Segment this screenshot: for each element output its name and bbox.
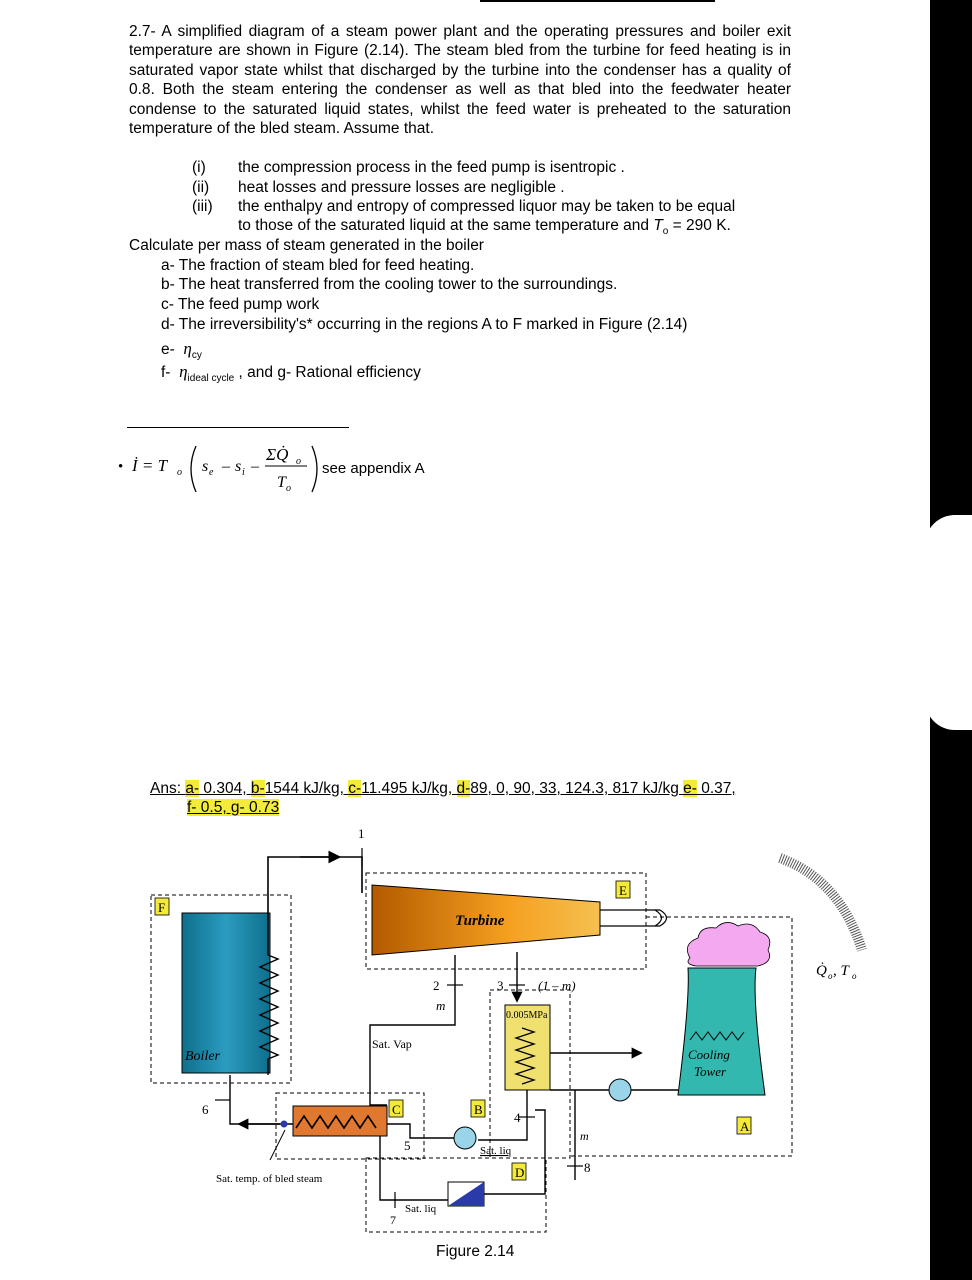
numerator-sub: o [296,456,301,467]
si-symbol: s [235,458,242,475]
minus-2: – [251,458,259,475]
region-e-label: E [619,883,627,898]
state-2-label: 2 [433,978,440,993]
bleed-line [370,955,455,1105]
temp-out-label: , T [833,963,849,979]
state-5-label: 5 [404,1138,411,1153]
appendix-note: see appendix A [322,460,425,477]
sat-liq-label-1: Sat. liq [480,1145,512,1157]
mixing-point [281,1121,288,1128]
cooling-pump [609,1079,631,1101]
denominator-sub: o [286,483,291,494]
assumption-1-text: the compression process in the feed pump is isentropic . [238,159,625,176]
exhaust-fraction-label: (1 – m) [538,978,576,993]
pumped-feed-line [387,1124,454,1138]
minus-1: – [222,458,230,475]
assumption-2-num: (ii) [192,179,210,196]
feed-to-boiler [230,1075,293,1124]
item-b: b- The heat transferred from the cooling tower to the surroundings. [161,276,618,293]
scroll-handle[interactable] [925,515,972,730]
problem-intro: 2.7- A simplified diagram of a steam power plant and the operating pressures and boiler exit temperature are shown in Figure (2.14). The steam bled from the turbine for feed heating is in saturated vapor state whilst that discharged by the turbine into the condenser has a quality of 0.8. Both the steam entering the condenser as well as that bled into the feedwater heater condense to the saturated liquid states, whilst the feed water is preheated to the saturation temperature of the bled steam. Assume that. [129,23,791,138]
sat-temp-label: Sat. temp. of bled steam [216,1173,323,1185]
steam-cloud [687,922,769,966]
turbine-shaft [600,910,667,926]
cooling-tower-label-1: Cooling [688,1047,730,1062]
heat-out-label: Q̇ [816,963,827,979]
state-3-label: 3 [497,978,504,993]
footnote-bullet: • [118,459,124,475]
region-a-label: A [740,1119,750,1134]
state-1-label: 1 [358,826,365,841]
si-sub: i [242,467,245,478]
assumption-3-num: (iii) [192,198,213,215]
sat-temp-pointer [270,1130,285,1160]
region-c-label: C [392,1102,401,1117]
assumption-3-continuation: to those of the saturated liquid at the same temperature and $T_o = 290$ K. [238,217,731,238]
state-8-label: 8 [584,1160,591,1175]
turbine-label: Turbine [455,913,505,929]
se-symbol: s [202,458,209,475]
sat-liq-label-2: Sat. liq [405,1203,437,1215]
denominator: T [277,474,286,491]
assumption-1-num: (i) [192,159,206,176]
item-c: c- The feed pump work [161,296,320,313]
equation-lhs: İ = T [132,456,168,475]
region-b-label: B [474,1102,483,1117]
state-6-label: 6 [202,1102,209,1117]
calculate-line: Calculate per mass of steam generated in the boiler [129,237,484,254]
heater-drain-line [380,1136,448,1200]
numerator: ΣQ̇ [266,445,289,464]
region-d-label: D [515,1165,525,1180]
cooling-mass-label: m [580,1129,589,1143]
assumption-2-text: heat losses and pressure losses are negligible . [238,179,565,196]
item-e: e- $\eta_{cy}$ [161,339,202,362]
feed-pump [454,1127,476,1149]
temp-out-sub: o [852,971,857,981]
surroundings-boundary [780,858,862,950]
cooling-tower-label-2: Tower [694,1064,727,1079]
item-a: a- The fraction of steam bled for feed heating. [161,257,475,274]
item-f-g: f- $\eta_{ideal cycle}$ , and g- Rational efficiency [161,362,421,385]
bleed-fraction-label: m [436,998,446,1013]
se-sub: e [209,467,214,478]
answers: Ans: a- 0.304, b-1544 kJ/kg, c-11.495 kJ/kg, d-89, 0, 90, 33, 124.3, 817 kJ/kg e- 0.37, f- 0.5, g- 0.73 [150,780,736,816]
assumption-3-text: the enthalpy and entropy of compressed liquor may be taken to be equal [238,198,736,215]
heat-out-sub: o [828,971,833,981]
equation-lhs-sub: o [177,467,182,478]
main-steam-pipe [268,857,362,920]
state-7-label: 7 [390,1213,396,1227]
figure-caption: Figure 2.14 [436,1243,515,1260]
region-f-label: F [158,900,166,915]
item-d: d- The irreversibility's* occurring in the regions A to F marked in Figure (2.14) [161,316,688,333]
condenser-pressure: 0.005MPa [506,1010,548,1021]
state-4-label: 4 [514,1110,521,1125]
sat-vap-label: Sat. Vap [372,1037,412,1051]
boiler-label: Boiler [185,1049,220,1064]
